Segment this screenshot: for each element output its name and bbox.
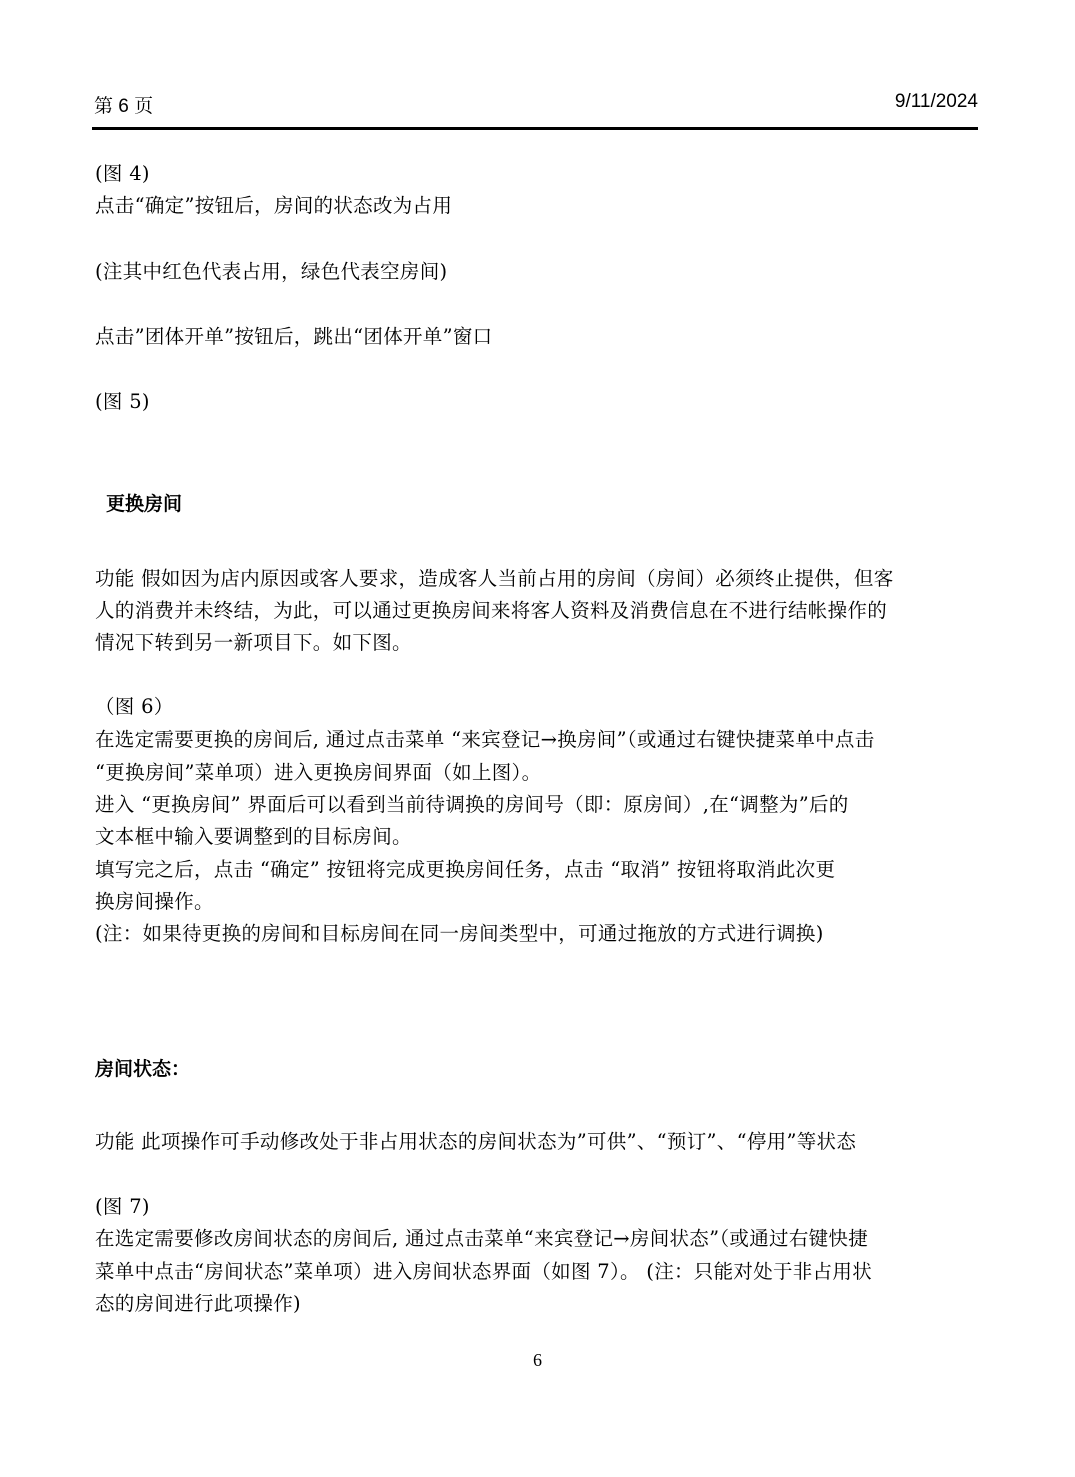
footer-page-number: 6 bbox=[533, 1350, 542, 1370]
section-heading-change-room: 更换房间 bbox=[106, 493, 183, 515]
page-header bbox=[94, 88, 978, 118]
header-divider bbox=[92, 127, 978, 130]
paragraph-line: 文本框中输入要调整到的目标房间。 bbox=[95, 825, 412, 848]
note-line: (注：如果待更换的房间和目标房间在同一房间类型中，可通过拖放的方式进行调换) bbox=[95, 922, 824, 945]
paragraph-line: 进入 “更换房间” 界面后可以看到当前待调换的房间号（即：原房间）,在“调整为”后的 bbox=[95, 793, 849, 816]
paragraph-line: “更换房间”菜单项）进入更换房间界面（如上图）。 bbox=[95, 761, 542, 784]
paragraph-line: 功能 此项操作可手动修改处于非占用状态的房间状态为”可供”、“预订”、“停用”等状态 bbox=[95, 1130, 857, 1153]
paragraph-line: 功能 假如因为店内原因或客人要求，造成客人当前占用的房间（房间）必须终止提供，但客 bbox=[95, 567, 894, 590]
figure-caption-4: (图 4) bbox=[95, 162, 150, 185]
paragraph-line: 点击“确定”按钮后，房间的状态改为占用 bbox=[95, 194, 453, 217]
figure-caption-7: (图 7) bbox=[95, 1195, 150, 1218]
paragraph-line: 点击”团体开单”按钮后，跳出“团体开单”窗口 bbox=[95, 325, 493, 348]
paragraph-line: 菜单中点击“房间状态”菜单项）进入房间状态界面（如图 7）。 (注：只能对处于非占用状 bbox=[95, 1260, 872, 1283]
paragraph-line: 态的房间进行此项操作) bbox=[95, 1292, 301, 1315]
paragraph-line: 在选定需要更换的房间后, 通过点击菜单 “来宾登记→换房间”（或通过右键快捷菜单中点击 bbox=[95, 728, 875, 751]
figure-caption-5: (图 5) bbox=[95, 390, 150, 413]
paragraph-line: 在选定需要修改房间状态的房间后, 通过点击菜单“来宾登记→房间状态”（或通过右键快捷 bbox=[95, 1227, 869, 1250]
paragraph-line: 情况下转到另一新项目下。如下图。 bbox=[95, 631, 412, 654]
paragraph-line: 人的消费并未终结，为此，可以通过更换房间来将客人资料及消费信息在不进行结帐操作的 bbox=[95, 599, 888, 622]
note-line: (注其中红色代表占用，绿色代表空房间) bbox=[95, 260, 448, 283]
paragraph-line: 换房间操作。 bbox=[95, 890, 214, 913]
figure-caption-6: （图 6） bbox=[95, 695, 174, 718]
header-page-label: 第 6 页 bbox=[94, 96, 154, 117]
paragraph-line: 填写完之后，点击 “确定” 按钮将完成更换房间任务，点击 “取消” 按钮将取消此次更 bbox=[95, 858, 836, 881]
section-heading-room-status: 房间状态： bbox=[95, 1058, 191, 1080]
header-date: 9/11/2024 bbox=[894, 91, 978, 112]
